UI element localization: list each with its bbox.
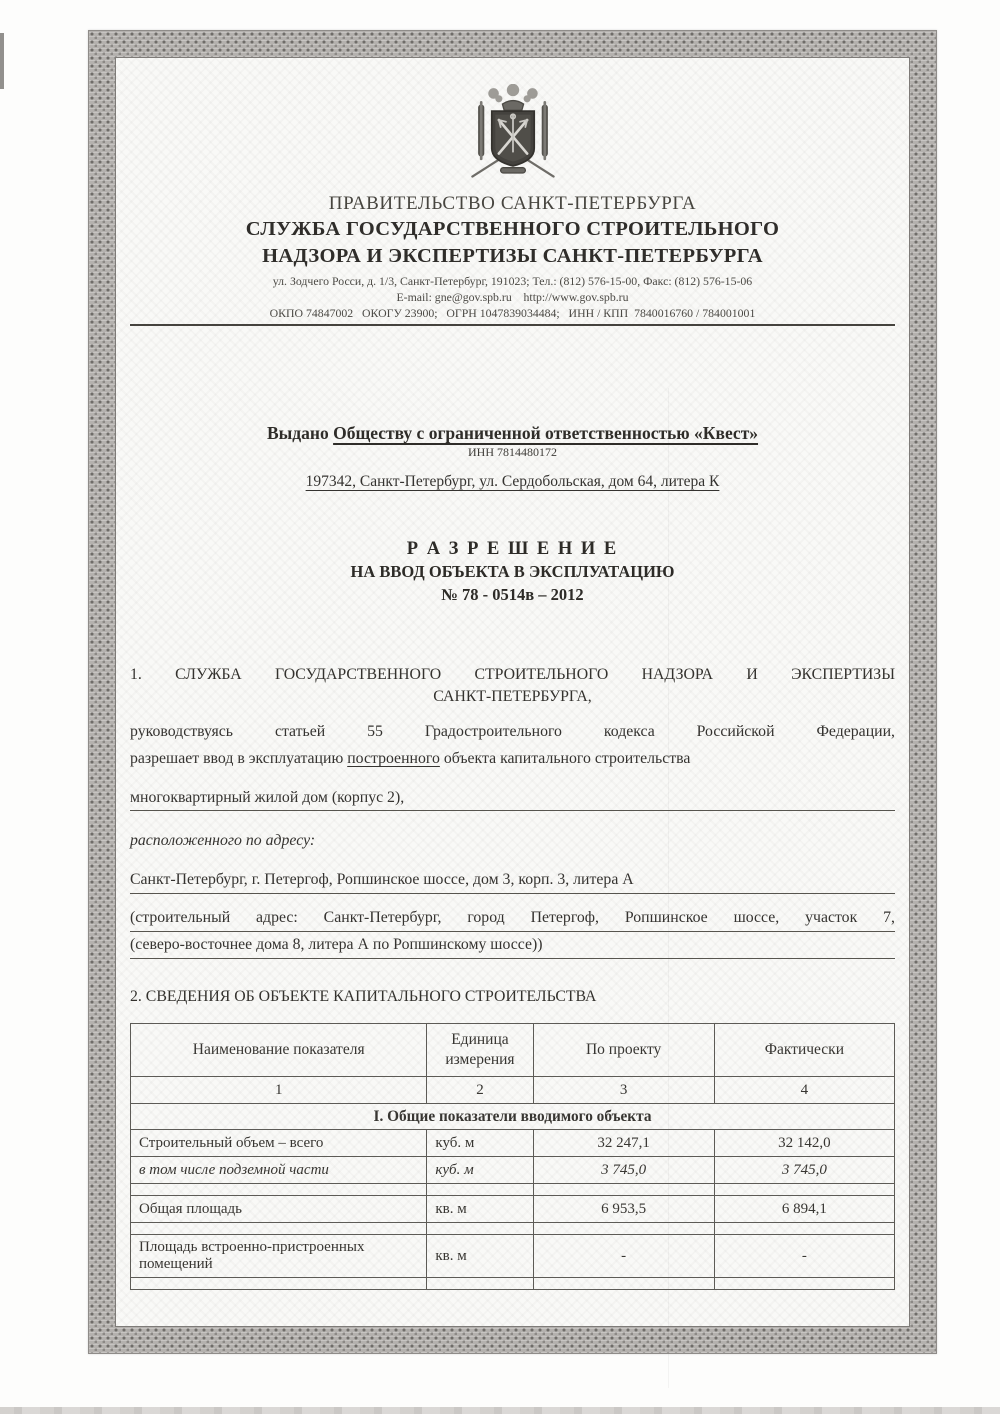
table-section-title: I. Общие показатели вводимого объекта [131, 1104, 895, 1130]
table-spacer-row [131, 1184, 895, 1196]
section1-heading-line2: САНКТ-ПЕТЕРБУРГА, [433, 688, 592, 705]
table-row: Строительный объем – всего куб. м 32 247,1 32 142,0 [131, 1130, 895, 1157]
located-at-label: расположенного по адресу: [130, 832, 316, 849]
col-header-actual: Фактически [714, 1024, 894, 1077]
government-title: ПРАВИТЕЛЬСТВО САНКТ-ПЕТЕРБУРГА [328, 193, 697, 214]
table-spacer-row [131, 1223, 895, 1235]
contact-email: E-mail: gne@gov.spb.ru http://www.gov.spb.ru [396, 290, 629, 304]
object-address-line2: (строительный адрес: Санкт-Петербург, город Петергоф, Ропшинское шоссе, участок 7, [130, 905, 895, 932]
contact-address: ул. Зодчего Росси, д. 1/3, Санкт-Петербург, 191023; Тел.: (812) 576-15-00, Факс: (812) 576-15-06 [272, 274, 753, 288]
section1-body-line2: разрешает ввод в эксплуатацию построенного объекта капитального строительства [130, 750, 691, 767]
column-number-row: 1 2 3 4 [131, 1077, 895, 1104]
table-spacer-row [131, 1278, 895, 1290]
permit-subtitle: НА ВВОД ОБЪЕКТА В ЭКСПЛУАТАЦИЮ [350, 562, 675, 581]
document-content [116, 58, 909, 1326]
ornamental-border-frame [88, 30, 937, 1354]
section2-heading: 2. СВЕДЕНИЯ ОБ ОБЪЕКТЕ КАПИТАЛЬНОГО СТРОИТЕЛЬСТВА [130, 988, 597, 1005]
permit-title: Р А З Р Е Ш Е Н И Е [406, 539, 619, 559]
service-title-line2: НАДЗОРА И ЭКСПЕРТИЗЫ САНКТ-ПЕТЕРБУРГА [262, 245, 763, 267]
issued-line [130, 423, 895, 444]
scan-edge-artifact [0, 33, 4, 89]
scan-bottom-artifact [0, 1407, 1000, 1414]
document-paper [115, 57, 910, 1327]
table-row: Общая площадь кв. м 6 953,5 6 894,1 [131, 1196, 895, 1223]
contact-codes: ОКПО 74847002 ОКОГУ 23900; ОГРН 1047839034484; ИНН / КПП 7840016760 / 784001001 [269, 306, 756, 320]
recipient-address: 197342, Санкт-Петербург, ул. Сердобольская, дом 64, литера К [305, 473, 720, 490]
recipient-inn: ИНН 7814480172 [468, 445, 557, 459]
section1-body [130, 718, 895, 772]
col-header-unit: Единица измерения [427, 1024, 533, 1077]
table-section-row [131, 1104, 895, 1130]
col-header-indicator: Наименование показателя [131, 1024, 427, 1077]
section1-heading-line1: 1. СЛУЖБА ГОСУДАРСТВЕННОГО СТРОИТЕЛЬНОГО НАДЗОРА И ЭКСПЕРТИЗЫ [130, 666, 895, 683]
issued-label: Выдано [266, 423, 334, 443]
letterhead-rule [130, 324, 895, 326]
table-row: в том числе подземной части куб. м 3 745,0 3 745,0 [131, 1157, 895, 1184]
issued-recipient: Обществу с ограниченной ответственностью «Квест» [333, 423, 759, 443]
permit-number: № 78 - 0514в – 2012 [441, 585, 584, 604]
section1-body-line1: руководствуясь статьей 55 Градостроительного кодекса Российской Федерации, [130, 723, 895, 740]
service-title-line1: СЛУЖБА ГОСУДАРСТВЕННОГО СТРОИТЕЛЬНОГО [245, 218, 780, 240]
table-row: Площадь встроенно-пристроенных помещений кв. м - - [131, 1235, 895, 1278]
object-address-line1: Санкт-Петербург, г. Петергоф, Ропшинское шоссе, дом 3, корп. 3, литера А [130, 867, 895, 894]
object-address-line3: (северо-восточнее дома 8, литера А по Ропшинскому шоссе)) [130, 932, 895, 959]
object-indicators-table [130, 1023, 895, 1290]
built-status-underlined: построенного [347, 750, 440, 767]
coat-of-arms-icon [460, 84, 566, 186]
object-name-line: многоквартирный жилой дом (корпус 2), [130, 785, 895, 811]
table-header-row [131, 1024, 895, 1077]
col-header-project: По проекту [533, 1024, 714, 1077]
